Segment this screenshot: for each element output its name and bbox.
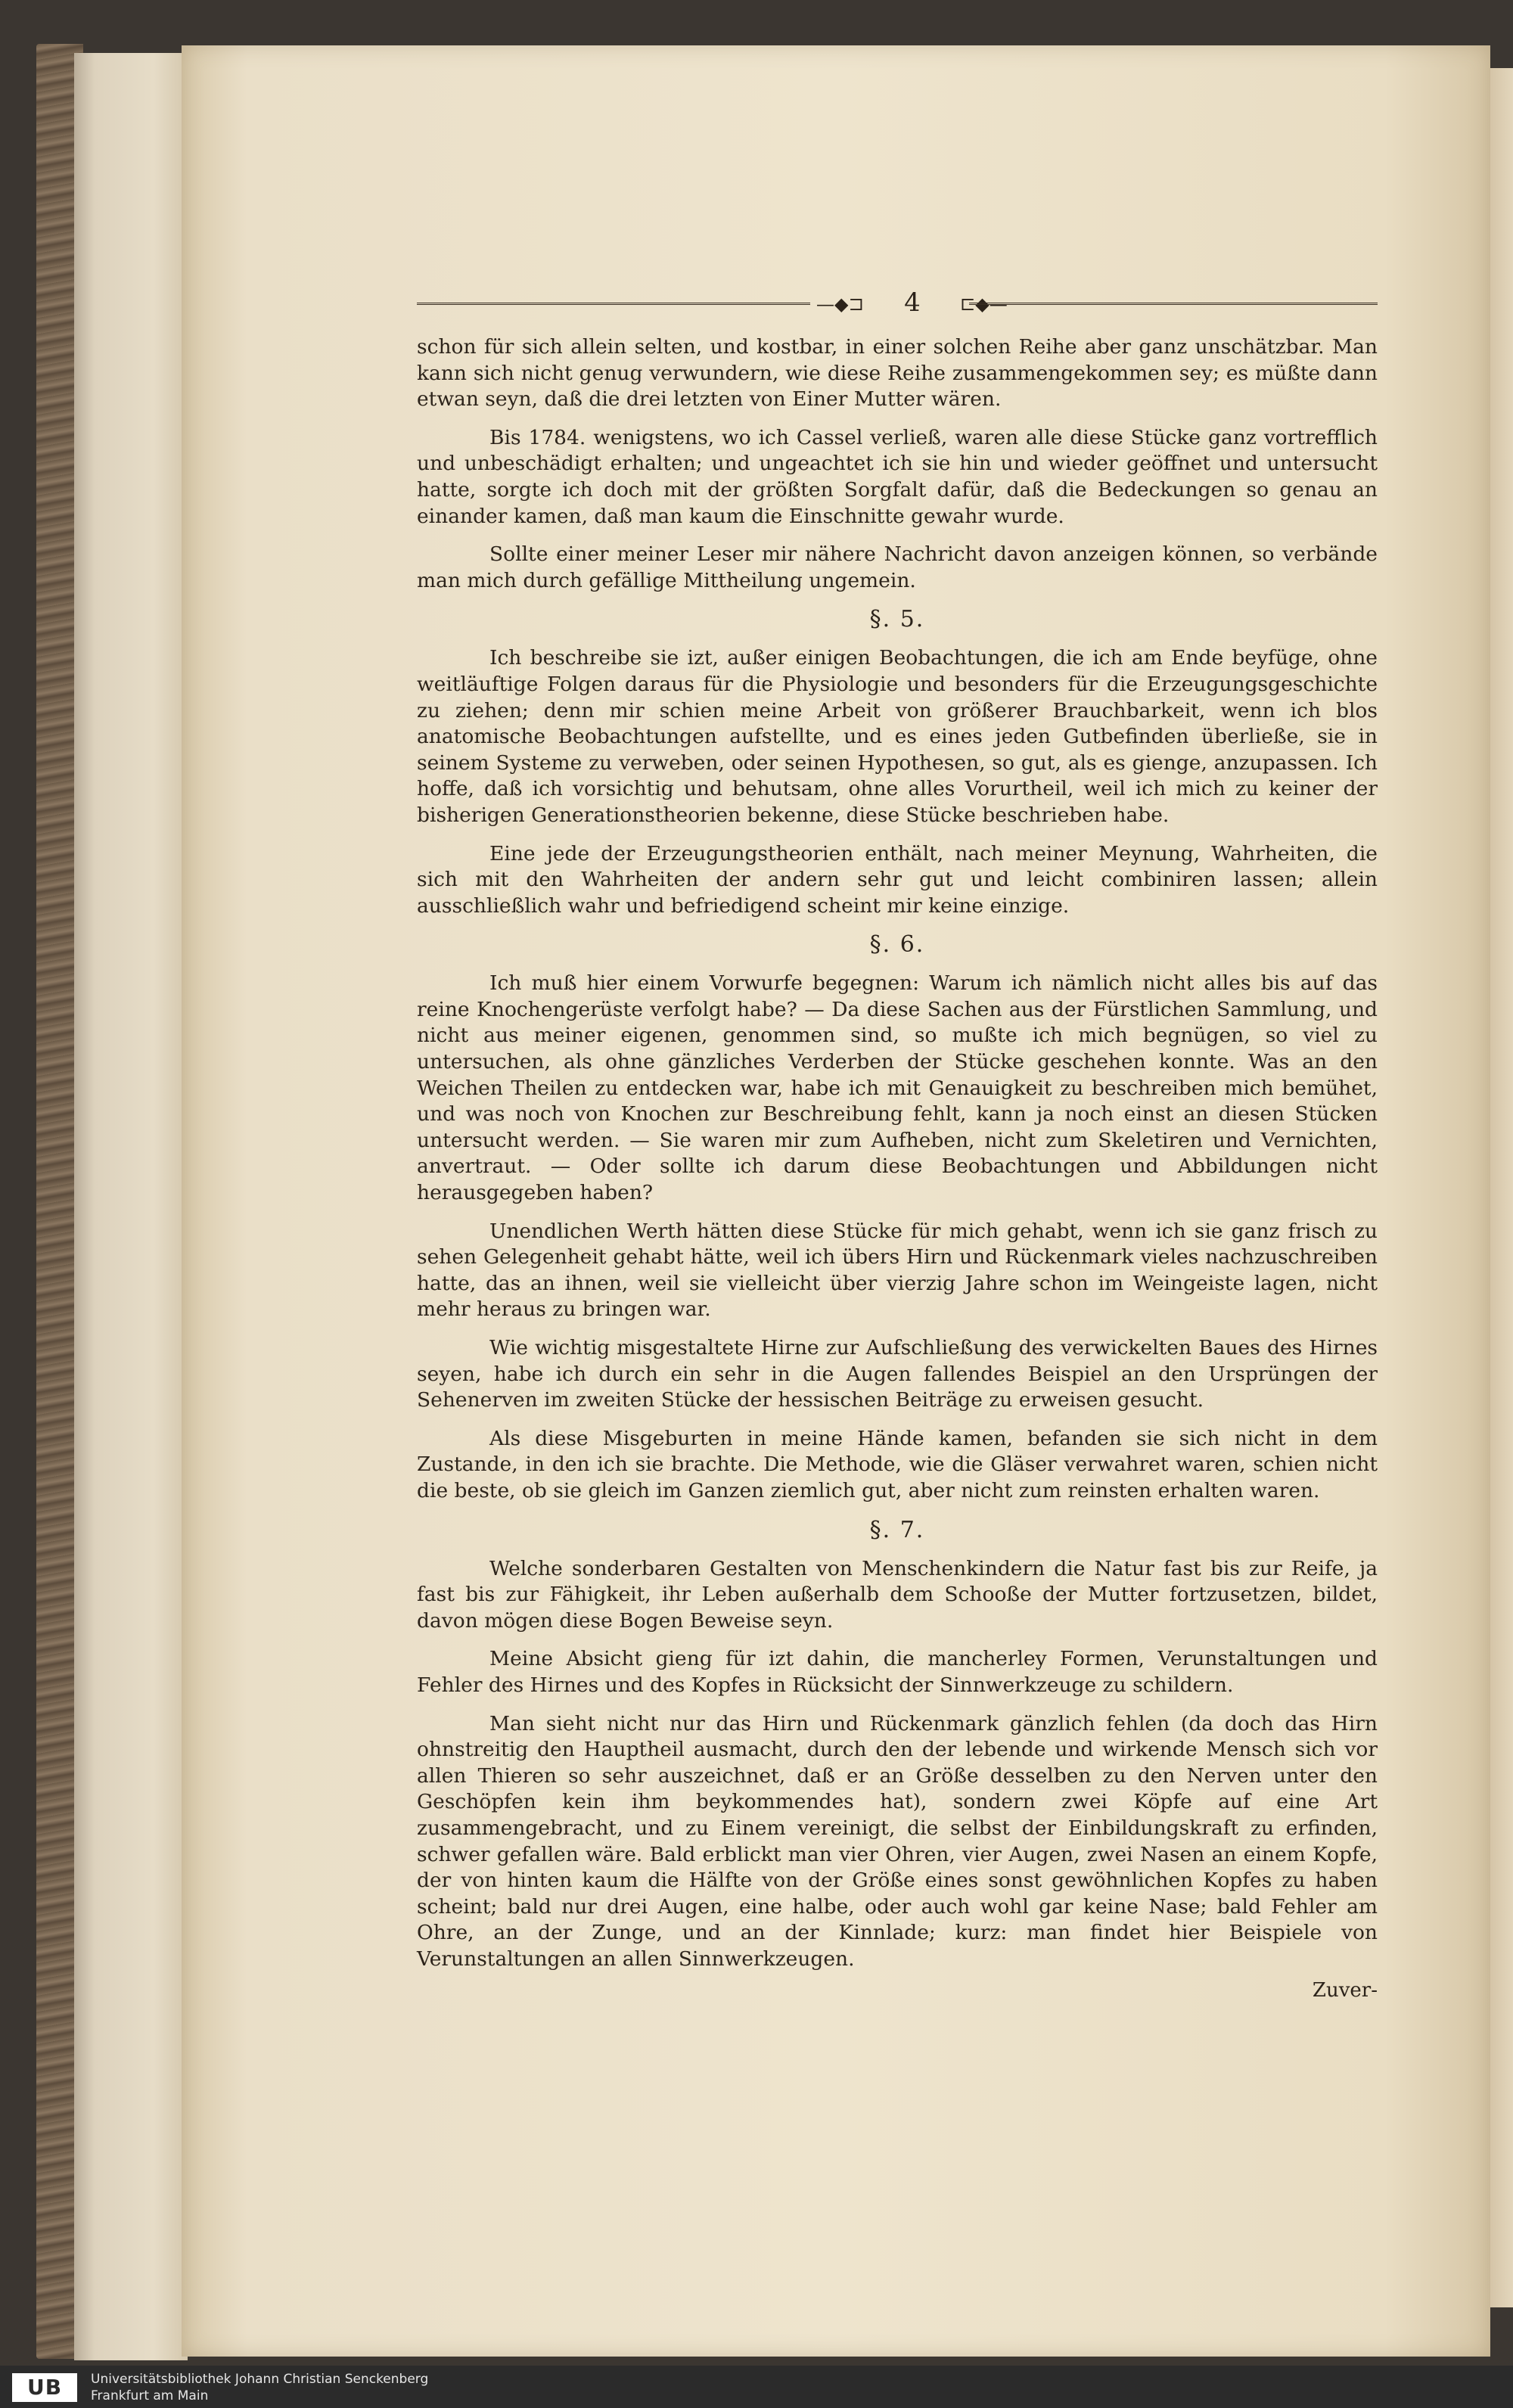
catchword: Zuver- [1312,1979,1378,2003]
section-heading-6: §. 6. [869,931,925,959]
section-heading-5: §. 5. [869,606,925,633]
text-block [417,287,1378,2003]
paragraph: Man sieht nicht nur das Hirn und Rückenmark gänzlich fehlen (da doch das Hirn ohnstreitig den Hauptheil ausmacht, durch den der lebende und wirkende Mensch sich vor allen Thieren so sehr auszeichnet, daß er an Größe desselben zu den Nerven unter den Geschöpfen kein ihm beykommendes hat), sondern zwei Köpfe auf eine Art zusammengebracht, und zu Einem vereinigt, die selbst der Einbildungskraft zu erfinden, schwer gefallen wäre. Bald erblickt man vier Ohren, vier Augen, zwei Nasen an einem Kopfe, der von hinten kaum die Hälfte von der Größe eines sonst gewöhnlichen Kopfes zu haben scheint; bald nur drei Augen, eine halbe, oder auch wohl gar keine Nase; bald Fehler am Ohre, an der Zunge, und an der Kinnlade; kurz: man findet hier Beispiele von Verunstaltungen an allen Sinnwerkzeugen. [417,1711,1378,1971]
paragraph: Bis 1784. wenigstens, wo ich Cassel verließ, waren alle diese Stücke ganz vortrefflich und unbeschädigt erhalten; und ungeachtet ich sie hin und wieder geöffnet und untersucht hatte, sorgte ich doch mit der größten Sorgfalt dafür, daß die Bedeckungen so genau an einander kamen, daß man kaum die Einschnitte gewahr wurde. [417,425,1378,528]
paragraph: Ich beschreibe sie izt, außer einigen Beobachtungen, die ich am Ende beyfüge, ohne weitläuftige Folgen daraus für die Physiologie und besonders für die Erzeugungsgeschichte zu ziehen; denn mir schien meine Arbeit von größerer Brauchbarkeit, wenn ich blos anatomische Beobachtungen aufstellte, und es eines jeden Gutbefinden überließe, sie in seinem Systeme zu verweben, oder seinen Hypothesen, so gut, als es gienge, anzupassen. Ich hoffe, daß ich vorsichtig und behutsam, ohne alles Vorurtheil, weil ich mich zu keiner der bisherigen Generationstheorien bekenne, diese Stücke beschrieben habe. [417,646,1378,827]
library-footer [0,2366,1513,2408]
header-rule-right [969,303,1378,305]
paragraph: Als diese Misgeburten in meine Hände kamen, befanden sie sich nicht in dem Zustande, in den ich sie brachte. Die Methode, wie die Gläser verwahret waren, schien nicht die beste, ob sie gleich im Ganzen ziemlich gut, aber nicht zum reinsten erhalten waren. [417,1426,1378,1502]
paragraph: schon für sich allein selten, und kostbar, in einer solchen Reihe aber ganz unschätzbar. Man kann sich nicht genug verwundern, wie diese Reihe zusammengekommen sey; es müßte dann etwan seyn, daß die drei letzten von Einer Mutter wären. [417,335,1378,412]
paragraph: Wie wichtig misgestaltete Hirne zur Aufschließung des verwickelten Baues des Hirnes seyen, habe ich durch ein sehr in die Augen fallendes Beispiel an den Ursprüngen der Sehenerven im zweiten Stücke der hessischen Beiträge zu erweisen gesucht. [417,1336,1378,1412]
ornament-left-icon: —◆⊐ [816,294,864,315]
ub-logo: UB [12,2373,77,2402]
library-name: Universitätsbibliothek Johann Christian Senckenberg [91,2372,429,2387]
paragraph: Eine jede der Erzeugungstheorien enthält, nach meiner Meynung, Wahrheiten, die sich mit den Wahrheiten der andern sehr gut und leicht combiniren lassen; allein ausschließlich wahr und befriedigend scheint mir keine einzige. [417,841,1378,918]
ornament-right-icon: ⊏◆— [960,294,1008,315]
cover-edge [74,53,188,2360]
page-header [417,287,1378,321]
library-location: Frankfurt am Main [91,2388,209,2403]
paragraph: Welche sonderbaren Gestalten von Menschenkindern die Natur fast bis zur Reife, ja fast bis zur Fähigkeit, ihr Leben außerhalb dem Schooße der Mutter fortzusetzen, bildet, davon mögen diese Bogen Beweise seyn. [417,1556,1378,1633]
paragraph: Meine Absicht gieng für izt dahin, die mancherley Formen, Verunstaltungen und Fehler des Hirnes und des Kopfes in Rücksicht der Sinnwerkzeuge zu schildern. [417,1647,1378,1697]
paragraph: Unendlichen Werth hätten diese Stücke für mich gehabt, wenn ich sie ganz frisch zu sehen Gelegenheit gehabt hätte, weil ich übers Hirn und Rückenmark vieles nachzuschreiben hatte, das an ihnen, weil sie vielleicht über vierzig Jahre schon im Weingeiste lagen, nicht mehr heraus zu bringen war. [417,1219,1378,1322]
paragraph: Ich muß hier einem Vorwurfe begegnen: Warum ich nämlich nicht alles bis auf das reine Knochengerüste verfolgt habe? — Da diese Sachen aus der Fürstlichen Sammlung, und nicht aus meiner eigenen, genommen sind, so mußte ich mich begnügen, so viel zu untersuchen, als ohne gänzliches Verderben der Stücke geschehen konnte. Was an den Weichen Theilen zu entdecken war, habe ich mit Genauigkeit zu beschreiben mich bemühet, und was noch von Knochen zur Beschreibung fehlt, kann ja noch einst an diesen Stücken untersucht werden. — Sie waren mir zum Aufheben, nicht zum Skeletiren und Vernichten, anvertraut. — Oder sollte ich darum diese Beobachtungen und Abbildungen nicht herausgegeben haben? [417,971,1378,1205]
paragraph: Sollte einer meiner Leser mir nähere Nachricht davon anzeigen können, so verbände man mich durch gefällige Mittheilung ungemein. [417,542,1378,592]
section-heading-7: §. 7. [869,1516,925,1543]
page-number: 4 [904,287,921,318]
header-rule-left [417,303,810,305]
